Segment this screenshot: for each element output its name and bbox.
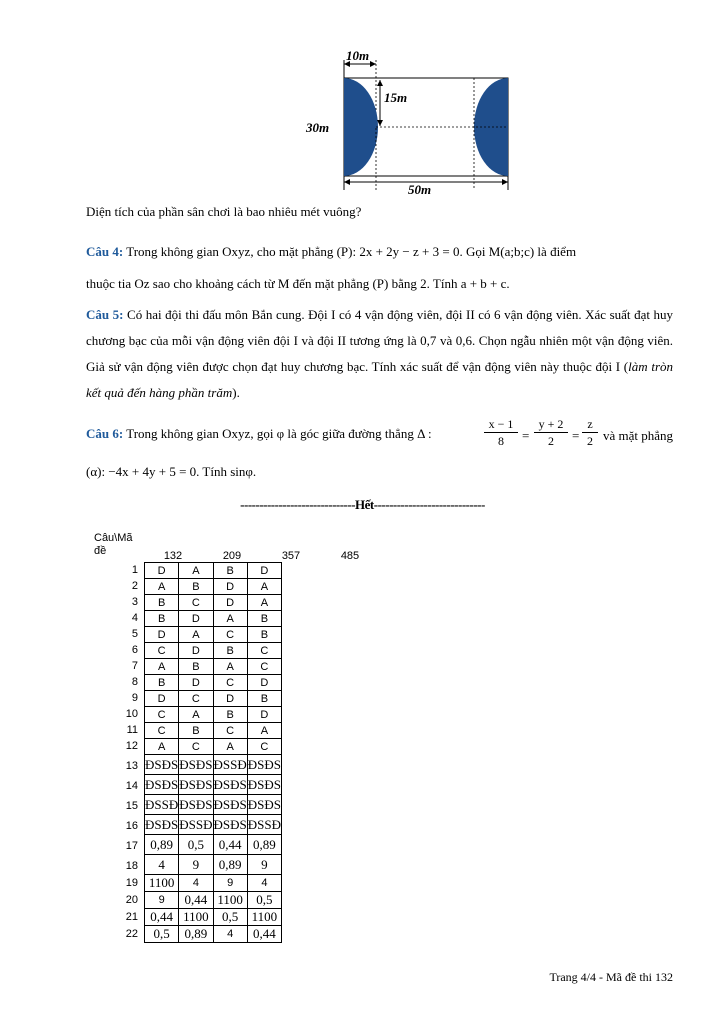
table-row <box>145 707 282 723</box>
equals-sign: = <box>572 428 580 443</box>
row-number: 7 <box>131 660 138 672</box>
answer-cell: 1100 <box>213 892 247 909</box>
answer-cell: 9 <box>145 892 179 909</box>
answer-cell: ĐSĐS <box>179 755 213 775</box>
fraction-1-den: 8 <box>498 434 504 448</box>
question-5-note: làm tròn kết quả đến hàng phần trăm <box>86 359 673 400</box>
field-diagram-svg <box>300 50 520 200</box>
table-row <box>145 855 282 875</box>
answer-cell: 0,5 <box>247 892 281 909</box>
answer-cell: ĐSSĐ <box>179 815 213 835</box>
answer-cell: C <box>179 739 213 755</box>
table-row <box>145 835 282 855</box>
answer-cell: ĐSSĐ <box>247 815 281 835</box>
row-number: 8 <box>131 676 138 688</box>
answer-cell: B <box>145 595 179 611</box>
table-row <box>145 675 282 691</box>
answer-cell: 0,89 <box>247 835 281 855</box>
answer-cell: A <box>145 739 179 755</box>
row-number: 21 <box>125 911 138 923</box>
question-4 <box>86 236 673 300</box>
label-50m: 50m <box>408 182 432 197</box>
answer-cell: B <box>213 643 247 659</box>
answer-cell: A <box>247 723 281 739</box>
answer-cell: 0,89 <box>213 855 247 875</box>
answer-cell: 1100 <box>145 875 179 892</box>
end-marker: ------------------------------Hết----------------------------- <box>240 497 485 512</box>
answer-cell: A <box>179 707 213 723</box>
answer-cell: B <box>213 563 247 579</box>
answer-cell: ĐSĐS <box>213 815 247 835</box>
answer-cell: ĐSĐS <box>145 755 179 775</box>
answer-cell: 0,5 <box>179 835 213 855</box>
answer-cell: 0,5 <box>213 909 247 926</box>
question-5 <box>86 302 673 406</box>
answer-cell: C <box>145 707 179 723</box>
answer-cell: B <box>213 707 247 723</box>
label-30m: 30m <box>306 120 330 135</box>
answer-cell: C <box>247 643 281 659</box>
answer-cell: ĐSĐS <box>179 795 213 815</box>
answer-cell: 0,5 <box>145 926 179 943</box>
answer-cell: A <box>247 579 281 595</box>
row-number: 17 <box>125 840 138 852</box>
row-number: 6 <box>131 644 138 656</box>
question-6-text-a: Trong không gian Oxyz, gọi φ là góc giữa đường thẳng Δ : <box>126 426 432 441</box>
answer-cell: 4 <box>213 926 247 943</box>
question-4-line2: thuộc tia Oz sao cho khoảng cách từ M đến mặt phẳng (P) bằng 2. Tính a + b + c. <box>86 276 510 291</box>
answer-cell: 9 <box>179 855 213 875</box>
answer-cell: A <box>247 595 281 611</box>
answer-cell: B <box>179 579 213 595</box>
question-5-label: Câu 5: <box>86 307 124 322</box>
answer-cell: C <box>145 723 179 739</box>
table-corner-label-line2: đề <box>94 545 107 557</box>
code-header: 209 <box>222 550 242 562</box>
table-row <box>145 723 282 739</box>
table-row <box>145 892 282 909</box>
answer-cell: D <box>145 627 179 643</box>
row-number: 13 <box>125 760 138 772</box>
row-number: 22 <box>125 928 138 940</box>
question-6 <box>86 417 673 482</box>
table-row <box>145 595 282 611</box>
answer-cell: D <box>145 563 179 579</box>
answer-cell: ĐSĐS <box>213 795 247 815</box>
answer-cell: ĐSĐS <box>145 775 179 795</box>
row-number: 5 <box>131 628 138 640</box>
answer-cell: 0,44 <box>213 835 247 855</box>
answer-cell: A <box>179 563 213 579</box>
answer-cell: C <box>179 691 213 707</box>
fraction-2 <box>534 416 568 449</box>
code-header: 132 <box>163 550 183 562</box>
answer-cell: B <box>247 627 281 643</box>
table-row <box>145 775 282 795</box>
table-row <box>145 909 282 926</box>
table-corner-label <box>94 532 133 558</box>
code-header: 485 <box>340 550 360 562</box>
question-6-text-b: và mặt phẳng <box>602 428 673 443</box>
question-4-line1: Trong không gian Oxyz, cho mặt phẳng (P): 2x + 2y − z + 3 = 0. Gọi M(a;b;c) là điểm <box>126 244 577 259</box>
answer-cell: 4 <box>179 875 213 892</box>
page-footer: Trang 4/4 - Mã đề thi 132 <box>549 970 673 984</box>
question-6-label: Câu 6: <box>86 426 124 441</box>
answer-cell: A <box>145 579 179 595</box>
answer-cell: C <box>247 659 281 675</box>
label-15m: 15m <box>384 90 408 105</box>
answer-cell: A <box>145 659 179 675</box>
row-number: 19 <box>125 877 138 889</box>
row-number: 9 <box>131 692 138 704</box>
answer-cell: C <box>179 595 213 611</box>
answer-cell: 0,44 <box>145 909 179 926</box>
question-3-tail: Diện tích của phần sân chơi là bao nhiêu mét vuông? <box>86 204 362 219</box>
row-number: 3 <box>131 596 138 608</box>
left-semicircle <box>344 78 378 176</box>
question-5-text: Có hai đội thi đấu môn Bắn cung. Đội I có 4 vận động viên, đội II có 6 vận động viên. Xác suất đạt huy chương bạc của mỗi vận động viên đội I và đội II tương ứng là 0,7 và 0,6. Chọn ngẫu nhiên một vận động viên. Giả sử vận động viên được chọn đạt huy chương bạc. Tính xác suất để vận động viên này thuộc đội I ( <box>86 307 673 374</box>
answer-cell: B <box>247 691 281 707</box>
fraction-2-den: 2 <box>548 434 554 448</box>
answer-cell: ĐSĐS <box>145 815 179 835</box>
question-3-text <box>86 202 673 222</box>
right-semicircle <box>474 78 508 176</box>
row-number: 12 <box>125 740 138 752</box>
answer-cell: ĐSSĐ <box>213 755 247 775</box>
answer-cell: D <box>247 675 281 691</box>
table-row <box>145 627 282 643</box>
answer-cell: ĐSĐS <box>213 775 247 795</box>
answer-cell: 0,89 <box>179 926 213 943</box>
table-corner-label-line1: Câu\Mã <box>94 532 133 544</box>
answer-cell: 9 <box>213 875 247 892</box>
answer-cell: 0,44 <box>179 892 213 909</box>
arrowhead <box>377 80 383 86</box>
answer-cell: A <box>213 739 247 755</box>
question-6-line2: (α): −4x + 4y + 5 = 0. Tính sinφ. <box>86 464 257 479</box>
row-number: 10 <box>125 708 138 720</box>
question-4-label: Câu 4: <box>86 244 124 259</box>
row-number: 2 <box>131 580 138 592</box>
table-row <box>145 611 282 627</box>
table-row <box>145 795 282 815</box>
row-number: 14 <box>125 780 138 792</box>
fraction-3-num: z <box>582 416 598 433</box>
row-number: 1 <box>131 564 138 576</box>
answer-cell: C <box>145 643 179 659</box>
table-row <box>145 563 282 579</box>
fraction-3-den: 2 <box>587 434 593 448</box>
answer-cell: A <box>179 627 213 643</box>
table-row <box>145 659 282 675</box>
answer-cell: C <box>213 675 247 691</box>
arrowhead <box>344 179 350 185</box>
answer-cell: D <box>179 643 213 659</box>
answer-cell: B <box>145 611 179 627</box>
field-diagram <box>300 50 520 200</box>
answer-cell: A <box>213 659 247 675</box>
table-row <box>145 691 282 707</box>
fraction-1 <box>484 416 518 449</box>
answer-cell: 0,44 <box>247 926 281 943</box>
fraction-1-num: x − 1 <box>484 416 518 433</box>
answer-cell: D <box>213 595 247 611</box>
arrowhead <box>370 61 376 67</box>
row-number: 15 <box>125 800 138 812</box>
table-row <box>145 875 282 892</box>
answer-cell: D <box>213 579 247 595</box>
answer-cell: 1100 <box>179 909 213 926</box>
label-10m: 10m <box>346 48 370 63</box>
answer-cell: D <box>213 691 247 707</box>
answer-cell: ĐSĐS <box>247 775 281 795</box>
answer-cell: B <box>179 659 213 675</box>
equals-sign: = <box>522 428 530 443</box>
answer-cell: A <box>213 611 247 627</box>
answer-cell: D <box>247 563 281 579</box>
answer-cell: B <box>145 675 179 691</box>
row-number: 11 <box>126 724 138 736</box>
answer-cell: D <box>247 707 281 723</box>
answer-cell: ĐSĐS <box>247 755 281 775</box>
answer-cell: B <box>179 723 213 739</box>
table-row <box>145 579 282 595</box>
row-number: 4 <box>131 612 138 624</box>
answer-cell: 4 <box>145 855 179 875</box>
table-row <box>145 739 282 755</box>
table-row <box>145 815 282 835</box>
answer-cell: 0,89 <box>145 835 179 855</box>
answer-cell: C <box>213 723 247 739</box>
answer-cell: C <box>213 627 247 643</box>
answer-cell: B <box>247 611 281 627</box>
fraction-2-num: y + 2 <box>534 416 568 433</box>
table-row <box>145 643 282 659</box>
row-number: 20 <box>125 894 138 906</box>
answer-cell: ĐSĐS <box>247 795 281 815</box>
answer-cell: 1100 <box>247 909 281 926</box>
arrowhead <box>502 179 508 185</box>
answer-cell: ĐSĐS <box>179 775 213 795</box>
code-header: 357 <box>281 550 301 562</box>
question-5-end: ). <box>232 385 240 400</box>
answer-cell: C <box>247 739 281 755</box>
answer-cell: 9 <box>247 855 281 875</box>
answer-cell: D <box>179 611 213 627</box>
answer-grid <box>144 562 282 943</box>
row-number: 18 <box>125 860 138 872</box>
answer-cell: D <box>179 675 213 691</box>
table-row <box>145 926 282 943</box>
answer-cell: D <box>145 691 179 707</box>
row-number: 16 <box>125 820 138 832</box>
answer-cell: 4 <box>247 875 281 892</box>
answer-cell: ĐSSĐ <box>145 795 179 815</box>
table-row <box>145 755 282 775</box>
